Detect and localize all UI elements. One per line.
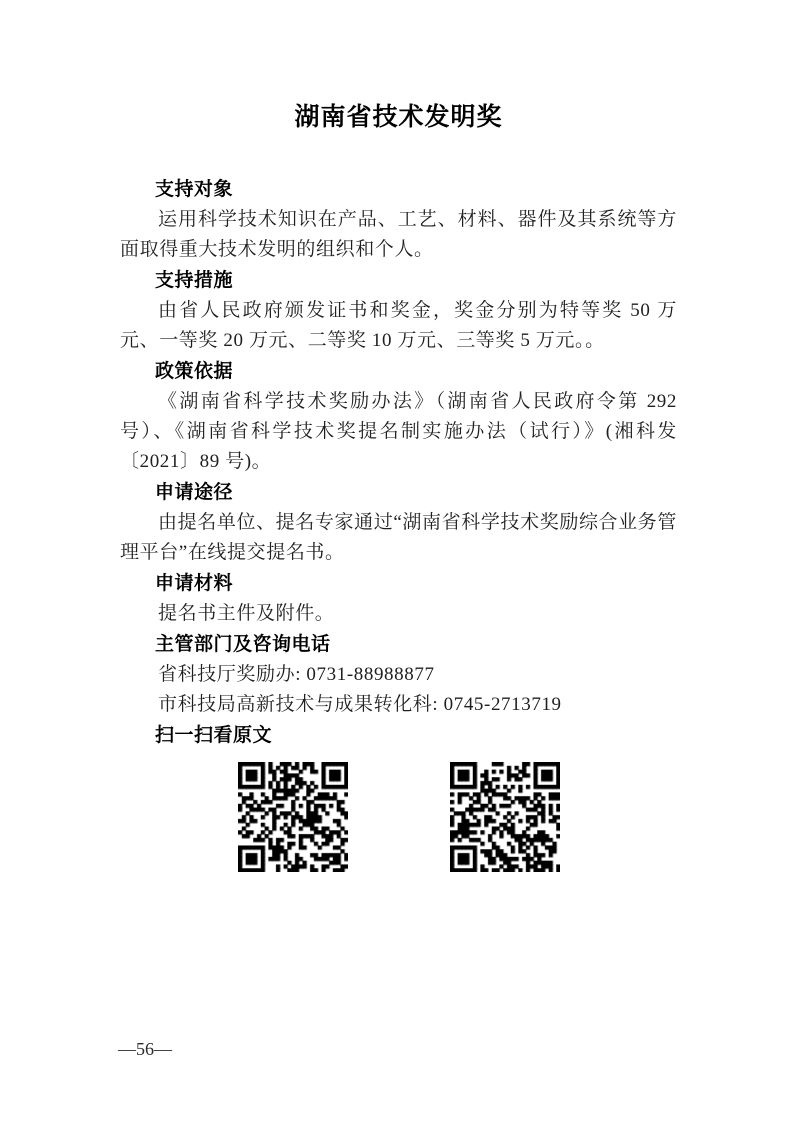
- section-heading: 支持措施: [155, 270, 234, 291]
- section-paragraph: 由提名单位、提名专家通过“湖南省科学技术奖励综合业务管理平台”在线提交提名书。: [120, 512, 677, 563]
- section-policy-basis: [120, 357, 677, 477]
- section-heading: 支持对象: [155, 179, 234, 200]
- section-paragraph: 提名书主件及附件。: [158, 603, 335, 624]
- section-contact: [120, 630, 677, 720]
- section-heading: 扫一扫看原文: [155, 725, 273, 746]
- section-heading: 主管部门及咨询电话: [155, 634, 331, 655]
- page-number: —56—: [118, 1039, 172, 1059]
- qr-code-row: [120, 762, 677, 872]
- section-scan-original: [120, 721, 677, 872]
- section-heading: 申请材料: [155, 573, 234, 594]
- section-paragraph: 运用科学技术知识在产品、工艺、材料、器件及其系统等方面取得重大技术发明的组织和个人。: [120, 209, 677, 260]
- document-content: [120, 0, 677, 872]
- contact-line-city: 市科技局高新技术与成果转化科: 0745-2713719: [158, 694, 562, 715]
- qr-code-right: [450, 762, 560, 872]
- sections-container: [120, 175, 677, 872]
- section-application-channel: [120, 478, 677, 568]
- section-paragraph: 由省人民政府颁发证书和奖金，奖金分别为特等奖 50 万元、一等奖 20 万元、二等奖 10 万元、三等奖 5 万元。。: [120, 300, 677, 351]
- section-heading: 政策依据: [155, 361, 234, 382]
- section-support-measures: [120, 266, 677, 356]
- section-application-materials: [120, 569, 677, 629]
- qr-code-left: [238, 762, 348, 872]
- section-paragraph: 《湖南省科学技术奖励办法》（湖南省人民政府令第 292 号）、《湖南省科学技术奖提名制实施办法（试行）》(湘科发〔2021〕89 号)。: [120, 391, 677, 472]
- document-title: 湖南省技术发明奖: [294, 104, 503, 131]
- contact-line-province: 省科技厅奖励办: 0731-88988877: [158, 664, 435, 685]
- section-heading: 申请途径: [155, 482, 234, 503]
- section-support-target: [120, 175, 677, 265]
